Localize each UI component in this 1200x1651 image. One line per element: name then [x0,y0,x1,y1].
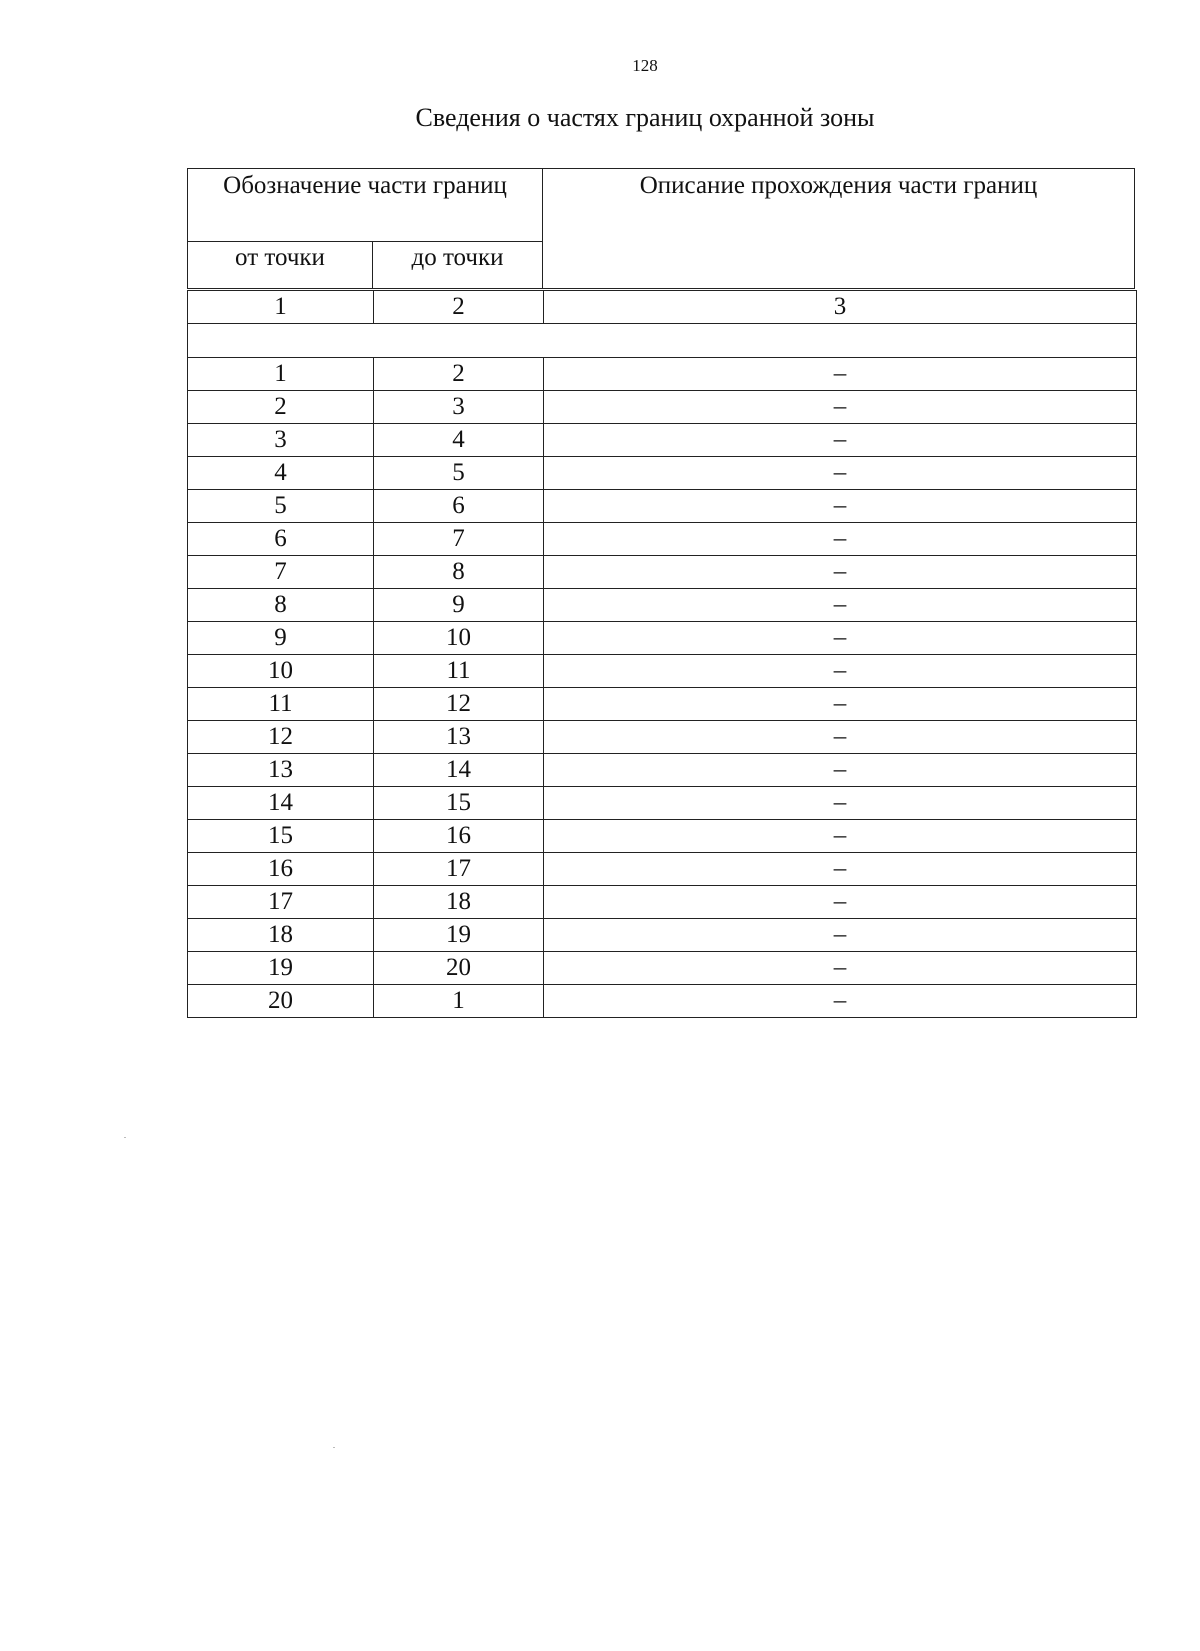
to-point-cell: 13 [374,721,544,754]
table-body [188,291,1137,1018]
to-point-cell: 19 [374,919,544,952]
description-cell: – [544,688,1137,721]
from-point-cell: 17 [188,886,374,919]
from-point-cell: 19 [188,952,374,985]
from-point-cell: 13 [188,754,374,787]
to-point-cell: 6 [374,490,544,523]
description-cell: – [544,556,1137,589]
to-point-cell: 16 [374,820,544,853]
page-number: 128 [632,56,658,75]
table-row [188,523,1137,556]
table-row [188,820,1137,853]
description-cell: – [544,457,1137,490]
from-point-cell: 2 [188,391,374,424]
to-point-cell: 18 [374,886,544,919]
to-point-cell: 7 [374,523,544,556]
table-row [188,853,1137,886]
from-point-cell: 3 [188,424,374,457]
description-cell: – [544,952,1137,985]
from-point-cell: 18 [188,919,374,952]
description-cell: – [544,589,1137,622]
from-point-cell: 10 [188,655,374,688]
table-row [188,952,1137,985]
to-point-cell: 8 [374,556,544,589]
to-point-cell: 17 [374,853,544,886]
description-cell: – [544,523,1137,556]
table-row [188,886,1137,919]
empty-section-cell [188,324,1137,358]
table-row [188,655,1137,688]
description-cell: – [544,754,1137,787]
table-row [188,754,1137,787]
document-title: Сведения о частях границ охранной зоны [415,103,875,132]
from-point-cell: 8 [188,589,374,622]
to-point-cell: 9 [374,589,544,622]
column-number: 3 [544,291,1137,324]
to-point-cell: 11 [374,655,544,688]
table-row [188,985,1137,1018]
from-point-cell: 14 [188,787,374,820]
table-row [188,391,1137,424]
from-point-cell: 15 [188,820,374,853]
scan-speck [333,1447,335,1448]
from-point-cell: 20 [188,985,374,1018]
column-number: 1 [188,291,374,324]
empty-section-row [188,324,1137,358]
table-row [188,589,1137,622]
description-cell: – [544,424,1137,457]
boundary-parts-table [187,290,1137,1018]
to-point-cell: 2 [374,358,544,391]
table-row [188,688,1137,721]
header-group-cell: Обозначение части границ [188,169,543,242]
scan-speck [124,1137,126,1138]
table-row [188,622,1137,655]
to-point-cell: 14 [374,754,544,787]
header-from-cell: от точки [188,242,373,289]
from-point-cell: 7 [188,556,374,589]
description-cell: – [544,886,1137,919]
from-point-cell: 16 [188,853,374,886]
description-cell: – [544,820,1137,853]
to-point-cell: 10 [374,622,544,655]
description-cell: – [544,622,1137,655]
table-row [188,556,1137,589]
description-cell: – [544,655,1137,688]
header-description-cell: Описание прохождения части границ [543,169,1135,289]
from-point-cell: 1 [188,358,374,391]
table-header [187,168,1135,289]
description-cell: – [544,985,1137,1018]
description-cell: – [544,358,1137,391]
from-point-cell: 9 [188,622,374,655]
description-cell: – [544,787,1137,820]
description-cell: – [544,919,1137,952]
description-cell: – [544,391,1137,424]
description-cell: – [544,490,1137,523]
table-row [188,919,1137,952]
header-to-cell: до точки [373,242,543,289]
from-point-cell: 4 [188,457,374,490]
table-row [188,787,1137,820]
to-point-cell: 4 [374,424,544,457]
to-point-cell: 1 [374,985,544,1018]
table-row [188,457,1137,490]
description-cell: – [544,721,1137,754]
table-row [188,358,1137,391]
to-point-cell: 20 [374,952,544,985]
table-row [188,490,1137,523]
column-number: 2 [374,291,544,324]
to-point-cell: 5 [374,457,544,490]
table-row [188,721,1137,754]
from-point-cell: 11 [188,688,374,721]
from-point-cell: 6 [188,523,374,556]
to-point-cell: 12 [374,688,544,721]
column-number-row [188,291,1137,324]
from-point-cell: 5 [188,490,374,523]
to-point-cell: 15 [374,787,544,820]
description-cell: – [544,853,1137,886]
table-row [188,424,1137,457]
to-point-cell: 3 [374,391,544,424]
from-point-cell: 12 [188,721,374,754]
